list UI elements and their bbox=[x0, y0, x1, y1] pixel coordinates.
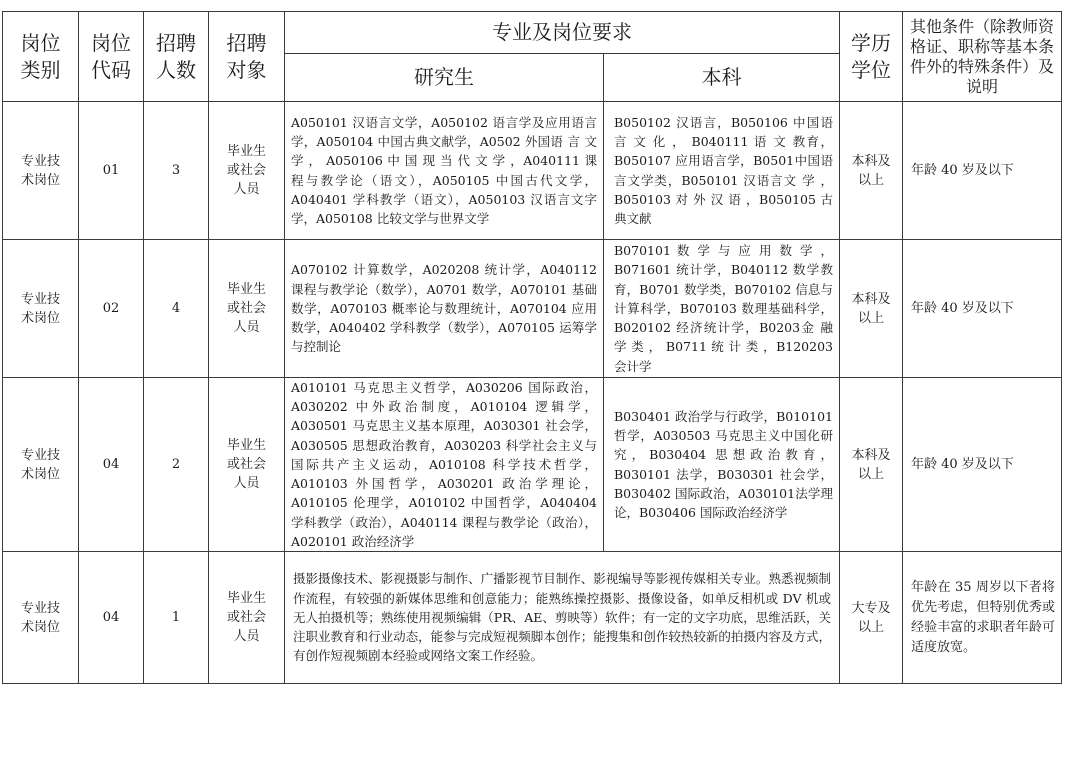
table-row bbox=[3, 240, 1062, 378]
row-category: 专业技 术岗位 bbox=[3, 102, 79, 240]
table-row bbox=[3, 378, 1062, 552]
row-requirement-description: 摄影摄像技术、影视摄影与制作、广播影视节目制作、影视编导等影视传媒相关专业。熟悉视频制作流程，有较强的新媒体思维和创意能力；能熟练操控摄影、摄像设备，如单反相机或 DV 机或无人拍摄机等；熟练使用视频编辑（PR、AE、剪映等）软件；有一定的文字功底，思维活跃，关注职业教育和行业动态，能参与完成短视频脚本创作；能搜集和创作较热较新的拍摄内容及方式，有创作短视频剧本经验或网络文案工作经验。 bbox=[285, 552, 840, 684]
row-category: 专业技 术岗位 bbox=[3, 378, 79, 552]
row-undergraduate-majors: B050102 汉语言，B050106 中国语言 文 化 ， B040111 语 文 教育，B050107 应用语言学，B0501中国语言文学类，B050101 汉语言文 学 ， B050103 对 外 汉 语 ，B050105 古典文献 bbox=[604, 102, 840, 240]
row-count: 1 bbox=[144, 552, 209, 684]
recruitment-table bbox=[2, 11, 1062, 684]
row-graduate-majors: A010101 马克思主义哲学，A030206 国际政治，A030202 中外政治制度，A010104 逻辑学，A030501 马克思主义基本原理，A030301 社会学，A030505 思想政治教育，A030203 科学社会主义与国际共产主义运动，A010108 科学技术哲学，A010103 外国哲学，A030201 政治学理论，A010105 伦理学，A010102 中国哲学，A040404 学科教学（政治），A040114 课程与教学论（政治），A020101 政治经济学 bbox=[285, 378, 604, 552]
header-requirements: 专业及岗位要求 bbox=[285, 12, 840, 54]
header-category: 岗位 类别 bbox=[3, 12, 79, 102]
row-category: 专业技 术岗位 bbox=[3, 240, 79, 378]
row-undergraduate-majors: B030401 政治学与行政学，B010101 哲学，A030503 马克思主义中国化研究，B030404 思想政治教育，B030101 法学，B030301 社会学，B030402 国际政治，A030101法学理论，B030406 国际政治经济学 bbox=[604, 378, 840, 552]
row-count: 2 bbox=[144, 378, 209, 552]
row-target: 毕业生 或社会 人员 bbox=[209, 240, 285, 378]
header-count: 招聘 人数 bbox=[144, 12, 209, 102]
row-degree: 本科及 以上 bbox=[840, 102, 903, 240]
row-count: 4 bbox=[144, 240, 209, 378]
row-category: 专业技 术岗位 bbox=[3, 552, 79, 684]
header-target: 招聘 对象 bbox=[209, 12, 285, 102]
row-other: 年龄 40 岁及以下 bbox=[903, 102, 1062, 240]
row-code: 04 bbox=[79, 552, 144, 684]
row-target: 毕业生 或社会 人员 bbox=[209, 378, 285, 552]
row-code: 01 bbox=[79, 102, 144, 240]
row-target: 毕业生 或社会 人员 bbox=[209, 102, 285, 240]
row-target: 毕业生 或社会 人员 bbox=[209, 552, 285, 684]
row-other: 年龄 40 岁及以下 bbox=[903, 378, 1062, 552]
row-code: 02 bbox=[79, 240, 144, 378]
row-degree: 大专及 以上 bbox=[840, 552, 903, 684]
header-graduate: 研究生 bbox=[285, 54, 604, 102]
header-other: 其他条件（除教师资格证、职称等基本条件外的特殊条件）及说明 bbox=[903, 12, 1062, 102]
row-degree: 本科及 以上 bbox=[840, 240, 903, 378]
row-graduate-majors: A050101 汉语言文学，A050102 语言学及应用语言学，A050104 中国古典文献学，A0502 外国语 言 文 学 ， A050106 中 国 现 当 代 文 学 ，A040111 课程与教学论（语文），A050105 中国古代文学，A040401 学科教学（语文），A050103 汉语言文字学，A050108 比较文学与世界文学 bbox=[285, 102, 604, 240]
table-row bbox=[3, 552, 1062, 684]
row-code: 04 bbox=[79, 378, 144, 552]
header-code: 岗位 代码 bbox=[79, 12, 144, 102]
row-degree: 本科及 以上 bbox=[840, 378, 903, 552]
header-undergraduate: 本科 bbox=[604, 54, 840, 102]
row-other: 年龄 40 岁及以下 bbox=[903, 240, 1062, 378]
table-row bbox=[3, 102, 1062, 240]
row-graduate-majors: A070102 计算数学，A020208 统计学，A040112 课程与教学论（数学），A0701 数学，A070101 基础数学，A070103 概率论与数理统计，A070104 应用数学，A040402 学科教学（数学），A070105 运筹学与控制论 bbox=[285, 240, 604, 378]
row-count: 3 bbox=[144, 102, 209, 240]
row-other: 年龄在 35 周岁以下者将优先考虑，但特别优秀或经验丰富的求职者年龄可适度放宽。 bbox=[903, 552, 1062, 684]
header-degree: 学历 学位 bbox=[840, 12, 903, 102]
row-undergraduate-majors: B070101 数 学 与 应 用 数 学 ，B071601 统计学，B040112 数学教育，B0701 数学类，B070102 信息与计算科学，B070103 数理基础科学，B020102 经济统计学，B0203金 融 学 类 ， B0711 统 计 类 ，B120203 会计学 bbox=[604, 240, 840, 378]
header-row-1 bbox=[3, 12, 1062, 54]
